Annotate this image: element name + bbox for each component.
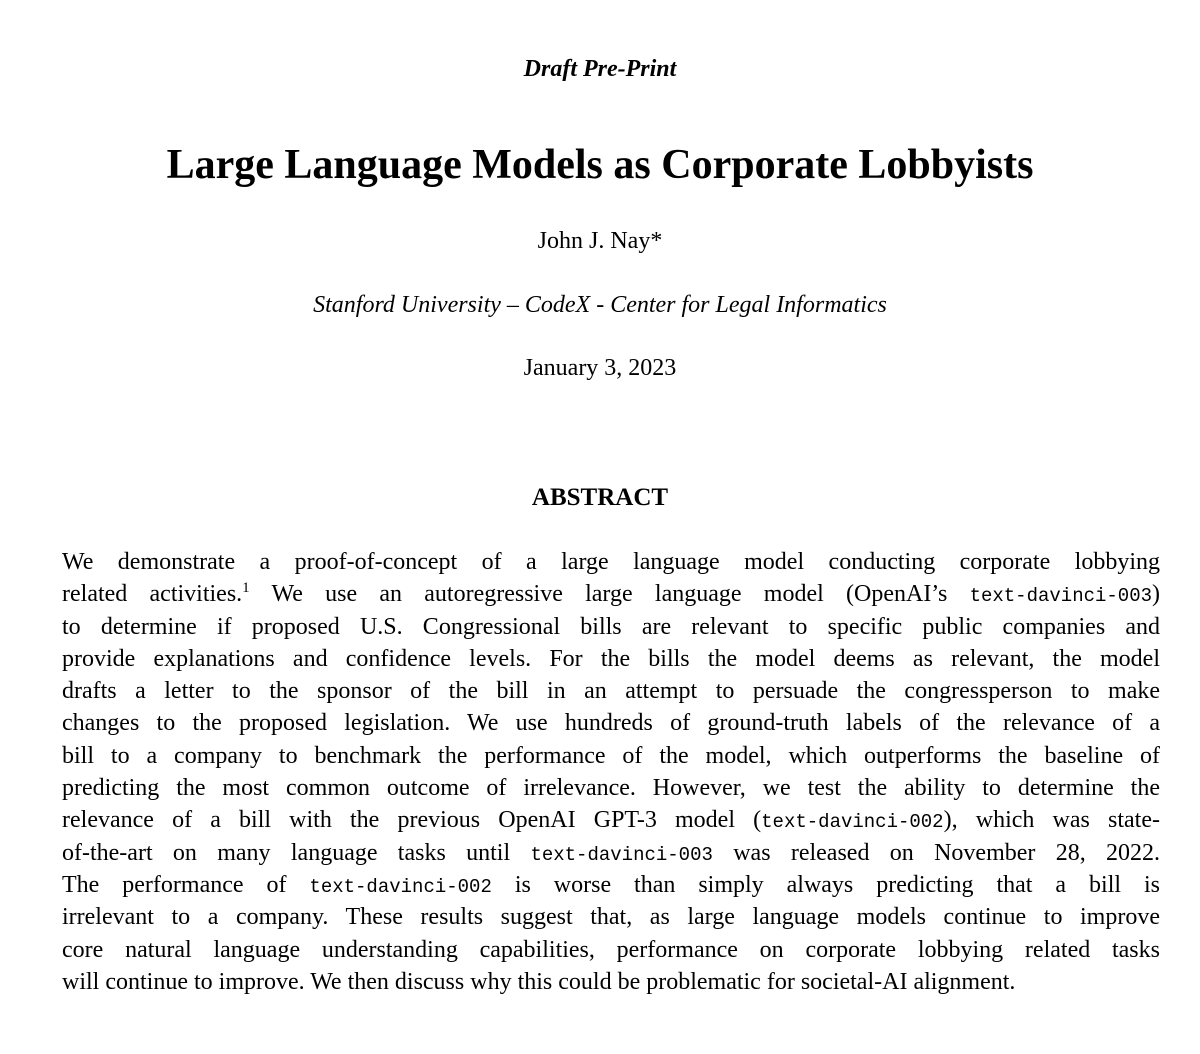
abstract-text: is worse than simply always predicting that a bill is xyxy=(491,871,1160,898)
abstract-text: core natural language understanding capabilities, performance on corporate lobbying related tasks xyxy=(62,936,1160,963)
abstract-line xyxy=(62,578,1160,610)
abstract-line xyxy=(62,837,1160,869)
abstract-text: irrelevant to a company. These results suggest that, as large language models continue to improve xyxy=(62,904,1160,931)
model-name-code: text-davinci-003 xyxy=(969,585,1153,608)
abstract-line xyxy=(62,675,1160,707)
publication-date: January 3, 2023 xyxy=(523,355,677,381)
draft-label: Draft Pre-Print xyxy=(523,56,677,82)
abstract-heading: ABSTRACT xyxy=(531,484,669,511)
abstract-text: related activities. xyxy=(62,581,243,608)
footnote-marker: 1 xyxy=(242,580,250,597)
abstract-text: We demonstrate a proof-of-concept of a large language model conducting corporate lobbying xyxy=(62,549,1160,575)
model-name-code: text-davinci-002 xyxy=(309,875,492,898)
author-affiliation: Stanford University – CodeX - Center for Legal Informatics xyxy=(313,292,887,318)
abstract-text: bill to a company to benchmark the performance of the model, which outperforms the baseline of xyxy=(62,742,1160,769)
abstract-line xyxy=(62,901,1160,933)
abstract-text: ) xyxy=(1152,581,1160,608)
abstract-text: to determine if proposed U.S. Congressional bills are relevant to specific public companies and xyxy=(62,613,1160,640)
author-name: John J. Nay* xyxy=(537,228,663,254)
abstract-text: changes to the proposed legislation. We use hundreds of ground-truth labels of the relevance of a xyxy=(62,710,1160,737)
abstract-text: will continue to improve. We then discuss why this could be problematic for societal-AI alignment. xyxy=(62,968,1016,995)
abstract-text: was released on November 28, 2022. xyxy=(712,839,1160,866)
abstract-text: We use an autoregressive large language model (OpenAI’s xyxy=(249,581,970,608)
abstract-text: predicting the most common outcome of irrelevance. However, we test the ability to determine the xyxy=(62,775,1160,802)
abstract-line xyxy=(62,546,1160,578)
abstract-text: ), which was state- xyxy=(943,807,1160,834)
abstract-line xyxy=(62,611,1160,643)
abstract-text: relevance of a bill with the previous OpenAI GPT-3 model ( xyxy=(62,807,762,834)
model-name-code: text-davinci-003 xyxy=(530,843,713,866)
abstract-text: The performance of xyxy=(62,871,310,898)
abstract-text: of-the-art on many language tasks until xyxy=(62,839,531,866)
abstract-line xyxy=(62,869,1160,901)
abstract-line xyxy=(62,966,1160,998)
abstract-body xyxy=(62,546,1160,998)
paper-title: Large Language Models as Corporate Lobbyists xyxy=(166,142,1034,188)
abstract-line xyxy=(62,643,1160,675)
abstract-text: drafts a letter to the sponsor of the bill in an attempt to persuade the congressperson to make xyxy=(62,678,1160,705)
abstract-line xyxy=(62,740,1160,772)
abstract-text: provide explanations and confidence levels. For the bills the model deems as relevant, the model xyxy=(62,645,1160,672)
abstract-line xyxy=(62,804,1160,836)
model-name-code: text-davinci-002 xyxy=(761,811,944,834)
abstract-line xyxy=(62,934,1160,966)
abstract-line xyxy=(62,707,1160,739)
abstract-line xyxy=(62,772,1160,804)
